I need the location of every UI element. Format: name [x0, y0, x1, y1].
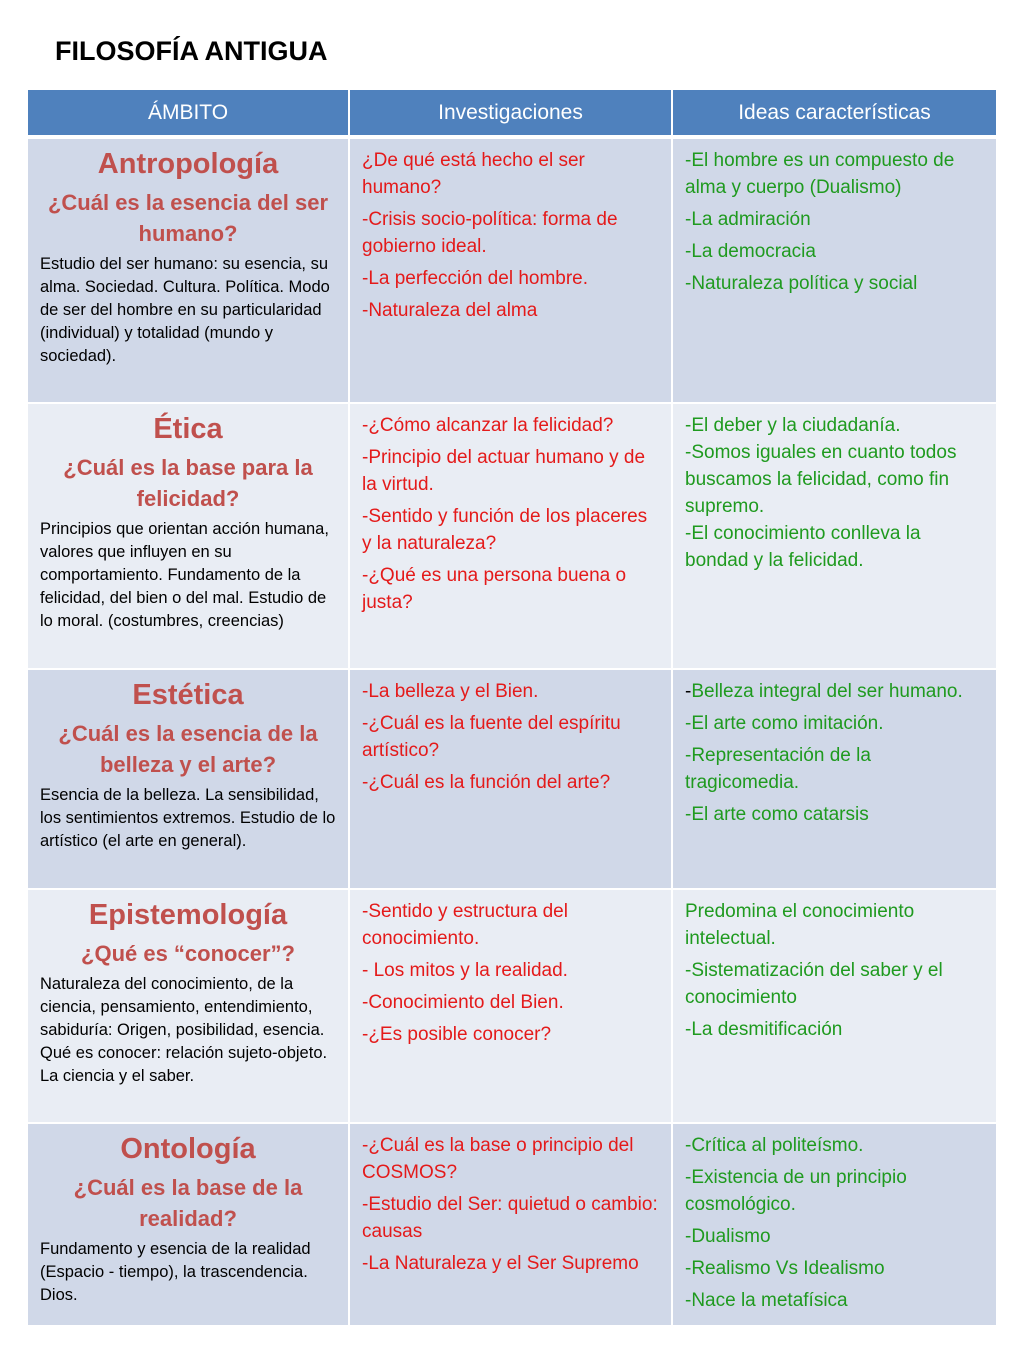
investigacion-item: -Conocimiento del Bien. — [362, 992, 564, 1013]
ambito-cell — [28, 890, 350, 1124]
investigacion-item: -La perfección del hombre. — [362, 268, 589, 289]
ambito-question: ¿Cuál es la esencia del ser humano? — [47, 190, 329, 246]
ambito-cell — [28, 670, 350, 890]
ambito-description: Fundamento y esencia de la realidad (Espacio - tiempo), la trascendencia. Dios. — [40, 1240, 311, 1304]
idea-item: -La democracia — [685, 241, 816, 262]
ambito-cell — [28, 1124, 350, 1327]
idea-item: -Crítica al politeísmo. — [685, 1135, 864, 1156]
table-row — [28, 139, 996, 404]
ambito-question: ¿Cuál es la base para la felicidad? — [63, 455, 313, 511]
idea-item: -Sistematización del saber y el conocimiento — [685, 960, 943, 1008]
table-row — [28, 670, 996, 890]
idea-item: -El arte como imitación. — [685, 713, 884, 734]
ambito-question: ¿Cuál es la base de la realidad? — [73, 1175, 303, 1231]
investigacion-item: -Principio del actuar humano y de la virtud. — [362, 447, 646, 495]
table-row — [28, 404, 996, 670]
header-ambito: ÁMBITO — [28, 90, 350, 139]
philosophy-table — [28, 90, 996, 1327]
ambito-description: Esencia de la belleza. La sensibilidad, los sentimientos extremos. Estudio de lo artístico (el arte en general). — [40, 786, 336, 850]
investigaciones-cell — [350, 890, 673, 1124]
investigacion-item: -¿Cuál es la base o principio del COSMOS? — [362, 1135, 634, 1183]
idea-item: -Dualismo — [685, 1226, 771, 1247]
investigacion-item: -¿Cuál es la fuente del espíritu artístico? — [362, 713, 621, 761]
ambito-title: Epistemología — [88, 899, 288, 931]
ambito-title: Estética — [132, 679, 244, 711]
idea-item: -Nace la metafísica — [685, 1290, 848, 1311]
investigacion-item: -La Naturaleza y el Ser Supremo — [362, 1253, 639, 1274]
investigacion-item: -¿Cuál es la función del arte? — [362, 772, 611, 793]
investigaciones-cell — [350, 139, 673, 404]
ideas-cell — [673, 139, 996, 404]
ambito-title: Ontología — [120, 1133, 256, 1165]
investigacion-item: - Los mitos y la realidad. — [362, 960, 568, 981]
investigacion-item: ¿De qué está hecho el ser humano? — [362, 150, 585, 198]
ambito-question: ¿Cuál es la esencia de la belleza y el arte? — [58, 721, 318, 777]
idea-item-text: Belleza integral del ser humano. — [691, 681, 963, 702]
idea-item: -El conocimiento conlleva la bondad y la felicidad. — [685, 523, 921, 571]
header-investigaciones: Investigaciones — [350, 90, 673, 139]
investigacion-item: -¿Qué es una persona buena o justa? — [362, 565, 627, 613]
ambito-description: Estudio del ser humano: su esencia, su alma. Sociedad. Cultura. Política. Modo de ser del hombre en su particularidad (individual) y totalidad (mundo y sociedad). — [40, 255, 330, 365]
ambito-title: Ética — [153, 413, 223, 445]
ambito-question: ¿Qué es “conocer”? — [81, 941, 295, 966]
investigaciones-cell — [350, 670, 673, 890]
ideas-cell — [673, 670, 996, 890]
investigacion-item: -La belleza y el Bien. — [362, 681, 539, 702]
idea-item: -Naturaleza política y social — [685, 273, 918, 294]
idea-item: Predomina el conocimiento intelectual. — [685, 901, 915, 949]
ambito-description: Naturaleza del conocimiento, de la ciencia, pensamiento, entendimiento, sabiduría: Origen, posibilidad, esencia. Qué es conocer: relación sujeto-objeto. La ciencia y el saber. — [40, 975, 328, 1085]
table-row — [28, 890, 996, 1124]
ambito-title: Antropología — [97, 148, 279, 180]
page-title: FILOSOFÍA ANTIGUA — [55, 36, 328, 66]
idea-item: -Realismo Vs Idealismo — [685, 1258, 885, 1279]
investigacion-item: -Crisis socio-política: forma de gobierno ideal. — [362, 209, 618, 257]
idea-item: -La desmitificación — [685, 1019, 843, 1040]
idea-item: -El hombre es un compuesto de alma y cuerpo (Dualismo) — [685, 150, 955, 198]
idea-item — [685, 678, 984, 705]
idea-item: -El deber y la ciudadanía. — [685, 415, 901, 436]
ambito-cell — [28, 404, 350, 670]
investigacion-item: -¿Es posible conocer? — [362, 1024, 552, 1045]
idea-item: -Somos iguales en cuanto todos buscamos la felicidad, como fin supremo. — [685, 442, 957, 517]
ideas-cell — [673, 404, 996, 670]
investigaciones-cell — [350, 1124, 673, 1327]
investigaciones-cell — [350, 404, 673, 670]
idea-item: -El arte como catarsis — [685, 804, 869, 825]
investigacion-item: -¿Cómo alcanzar la felicidad? — [362, 415, 614, 436]
idea-lead-dash: - — [685, 681, 692, 702]
investigacion-item: -Estudio del Ser: quietud o cambio: causas — [362, 1194, 658, 1242]
investigacion-item: -Naturaleza del alma — [362, 300, 538, 321]
investigacion-item: -Sentido y función de los placeres y la naturaleza? — [362, 506, 648, 554]
idea-item: -Representación de la tragicomedia. — [685, 745, 871, 793]
ambito-cell — [28, 139, 350, 404]
ideas-cell — [673, 1124, 996, 1327]
idea-item: -Existencia de un principio cosmológico. — [685, 1167, 907, 1215]
idea-item: -La admiración — [685, 209, 811, 230]
ambito-description: Principios que orientan acción humana, valores que influyen en su comportamiento. Fundamento de la felicidad, del bien o del mal. Estudio de lo moral. (costumbres, creencias) — [40, 520, 329, 630]
header-ideas: Ideas características — [673, 90, 996, 139]
table-header-row — [28, 90, 996, 139]
table-row — [28, 1124, 996, 1327]
ideas-cell — [673, 890, 996, 1124]
investigacion-item: -Sentido y estructura del conocimiento. — [362, 901, 568, 949]
